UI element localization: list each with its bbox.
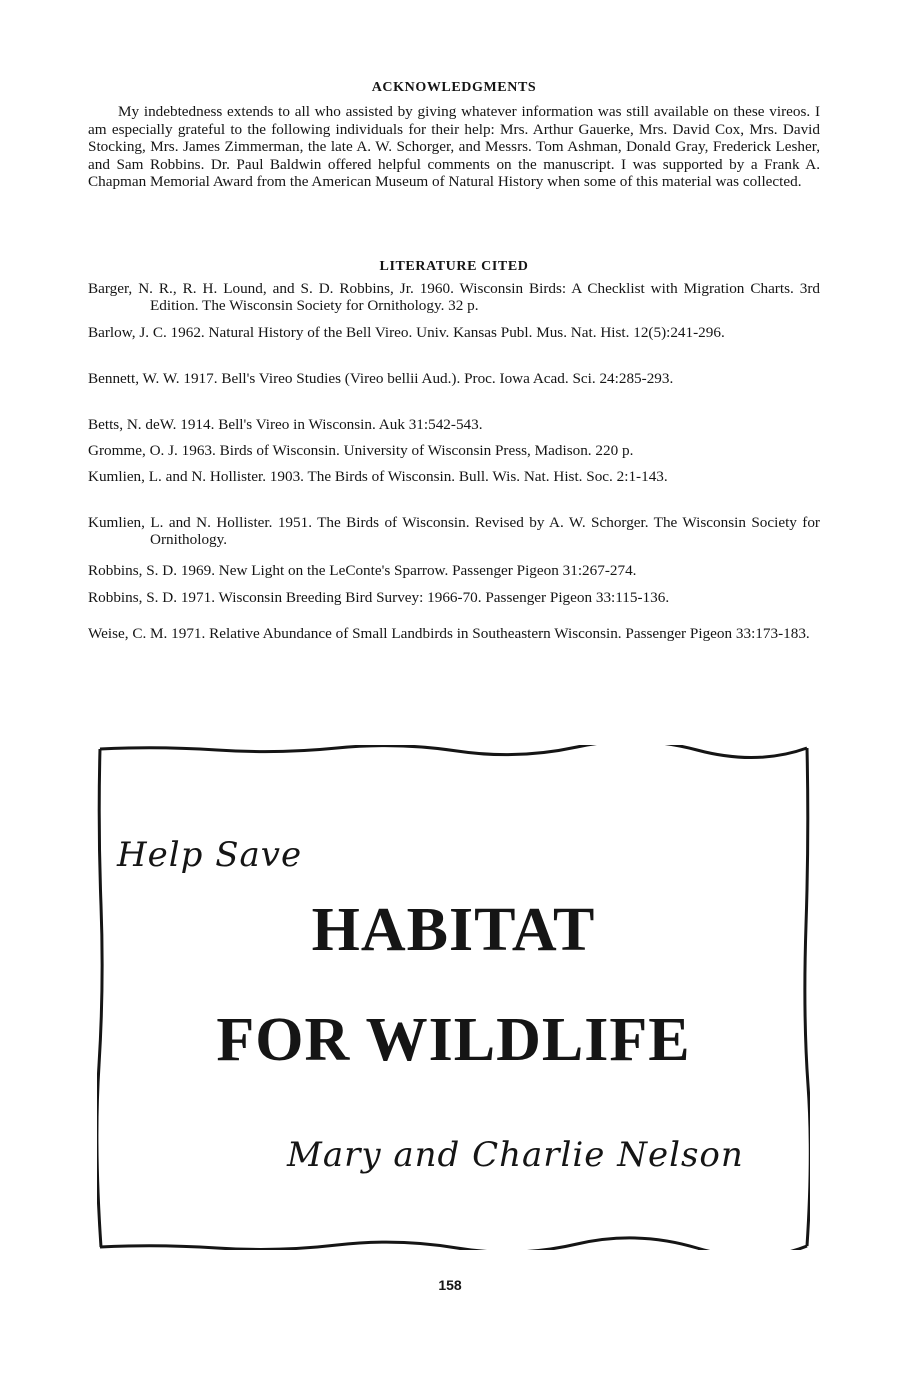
ad-tagline: Help Save — [117, 835, 303, 875]
reference-item: Betts, N. deW. 1914. Bell's Vireo in Wisconsin. Auk 31:542-543. — [88, 416, 483, 433]
reference-item: Robbins, S. D. 1971. Wisconsin Breeding Bird Survey: 1966-70. Passenger Pigeon 33:115-136. — [88, 589, 670, 606]
literature-cited-heading: LITERATURE CITED — [379, 259, 529, 274]
reference-item: Kumlien, L. and N. Hollister. 1951. The Birds of Wisconsin. Revised by A. W. Schorger. The Wisconsin Society for Ornithology. — [88, 514, 820, 549]
acknowledgments-heading: ACKNOWLEDGMENTS — [371, 80, 537, 95]
ad-title-line-1: HABITAT — [311, 896, 596, 964]
advertisement-box — [97, 745, 810, 1250]
reference-item: Weise, C. M. 1971. Relative Abundance of Small Landbirds in Southeastern Wisconsin. Passenger Pigeon 33:173-183. — [88, 625, 810, 642]
acknowledgments-paragraph: My indebtedness extends to all who assisted by giving whatever information was still available on these vireos. I am especially grateful to the following individuals for their help: Mrs. Arthur Gauerke, Mrs. David Cox, Mrs. David Stocking, Mrs. James Zimmerman, the late A. W. Schorger, and Messrs. Tom Ashman, Donald Gray, Frederick Lesher, and Sam Robbins. Dr. Paul Baldwin offered helpful comments on the manuscript. I was supported by a Frank A. Chapman Memorial Award from the American Museum of Natural History when some of this material was collected. — [88, 103, 820, 191]
reference-item: Bennett, W. W. 1917. Bell's Vireo Studies (Vireo bellii Aud.). Proc. Iowa Acad. Sci. 24:285-293. — [88, 370, 674, 387]
reference-item: Kumlien, L. and N. Hollister. 1903. The Birds of Wisconsin. Bull. Wis. Nat. Hist. Soc. 2:1-143. — [88, 468, 668, 485]
reference-item: Barger, N. R., R. H. Lound, and S. D. Robbins, Jr. 1960. Wisconsin Birds: A Checklist with Migration Charts. 3rd Edition. The Wisconsin Society for Ornithology. 32 p. — [88, 280, 820, 315]
ad-title-line-2: FOR WILDLIFE — [216, 1006, 691, 1074]
reference-item: Robbins, S. D. 1969. New Light on the LeConte's Sparrow. Passenger Pigeon 31:267-274. — [88, 562, 637, 579]
ad-sponsor: Mary and Charlie Nelson — [287, 1135, 744, 1175]
reference-item: Barlow, J. C. 1962. Natural History of the Bell Vireo. Univ. Kansas Publ. Mus. Nat. Hist. 12(5):241-296. — [88, 324, 725, 341]
reference-item: Gromme, O. J. 1963. Birds of Wisconsin. University of Wisconsin Press, Madison. 220 p. — [88, 442, 634, 459]
page-number: 158 — [438, 1277, 462, 1293]
